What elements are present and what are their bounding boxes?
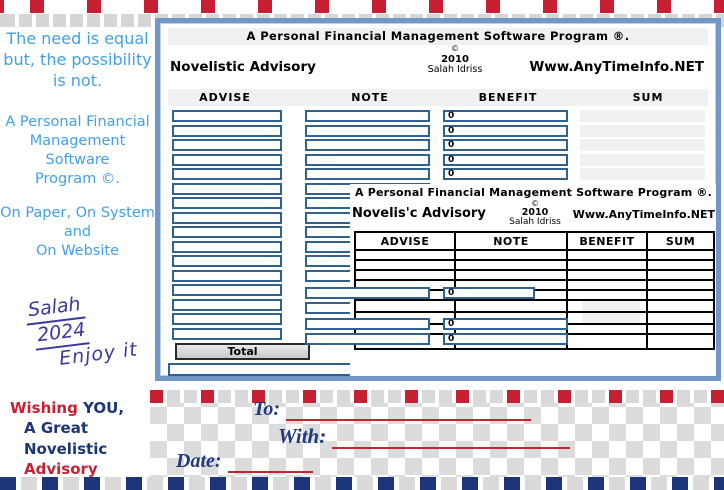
copyright-year: 2010 — [521, 206, 549, 218]
advise-input[interactable] — [172, 183, 282, 195]
wishing-message — [10, 398, 124, 479]
outer-column-header-sum: SUM — [632, 91, 664, 104]
outer-copyright-stack — [405, 45, 505, 75]
quote-line: On Website — [35, 243, 119, 260]
table-cell — [355, 270, 455, 280]
inner-copyright-stack — [500, 200, 570, 227]
inner-brand-label: Novelis'c Advisory — [352, 206, 486, 221]
outer-column-header-advise: ADVISE — [199, 91, 251, 104]
copyright-year: 2010 — [441, 53, 469, 65]
note-input[interactable] — [305, 333, 430, 345]
outer-column-header-note: NOTE — [351, 91, 389, 104]
wish-word-you: YOU, — [83, 399, 125, 417]
to-label: To: — [253, 398, 281, 420]
benefit-column — [443, 110, 568, 180]
advise-input[interactable] — [172, 313, 282, 325]
table-cell — [567, 300, 647, 312]
table-cell — [567, 250, 647, 260]
table-cell — [647, 300, 714, 312]
note-input[interactable] — [305, 154, 430, 166]
quote-line: is not. — [52, 71, 103, 91]
outer-brand-label: Novelistic Advisory — [170, 59, 316, 75]
top-red-stamp-border — [0, 0, 724, 13]
table-cell — [355, 300, 455, 312]
inner-column-header-note: NOTE — [455, 232, 567, 250]
table-cell — [455, 260, 567, 270]
benefit-input[interactable]: 0 — [443, 318, 568, 330]
table-cell — [567, 260, 647, 270]
inner-website-link[interactable]: Www.AnyTimeInfo.NET — [572, 208, 715, 221]
advise-input[interactable] — [172, 241, 282, 253]
sidebar-quote-program — [0, 113, 155, 190]
date-blank-field[interactable] — [228, 457, 313, 473]
table-cell — [455, 250, 567, 260]
sum-cell — [580, 154, 705, 166]
benefit-input[interactable]: 0 — [443, 333, 568, 345]
table-cell — [355, 250, 455, 260]
advise-input[interactable] — [172, 284, 282, 296]
benefit-input[interactable]: 0 — [443, 154, 568, 166]
advise-input[interactable] — [172, 212, 282, 224]
advise-input[interactable] — [172, 125, 282, 137]
quote-line: On Paper, On System — [0, 205, 155, 221]
wish-line: Novelistic — [24, 439, 108, 458]
date-line — [176, 450, 313, 473]
advise-input[interactable] — [172, 110, 282, 122]
inner-column-header-benefit: BENEFIT — [567, 232, 647, 250]
benefit-grey-cell — [582, 301, 640, 311]
advise-input[interactable] — [172, 299, 282, 311]
advise-input[interactable] — [172, 139, 282, 151]
handwritten-signature — [24, 287, 139, 375]
sidebar-quote-platforms — [0, 204, 155, 261]
table-cell — [647, 270, 714, 280]
table-cell — [455, 270, 567, 280]
quote-line: A Personal Financial — [5, 114, 150, 130]
sum-cell — [580, 125, 705, 137]
table-cell — [567, 312, 647, 324]
to-blank-field[interactable] — [286, 405, 531, 421]
signature-year: 2024 — [33, 318, 90, 350]
advise-input[interactable] — [172, 168, 282, 180]
advise-input[interactable] — [172, 226, 282, 238]
table-cell — [455, 300, 567, 312]
outer-website-link[interactable]: Www.AnyTimeInfo.NET — [529, 59, 704, 75]
copyright-icon: © — [531, 199, 539, 208]
author-name: Salah Idriss — [509, 216, 561, 227]
table-cell — [355, 260, 455, 270]
benefit-input[interactable]: 0 — [443, 287, 535, 299]
benefit-input[interactable]: 0 — [443, 110, 568, 122]
table-cell — [647, 312, 714, 324]
sum-column — [580, 110, 705, 180]
quote-line: but, the possibility — [3, 50, 152, 70]
sidebar-quote-need — [0, 28, 155, 91]
with-label: With: — [278, 424, 327, 448]
author-name: Salah Idriss — [427, 63, 483, 75]
note-input[interactable] — [305, 168, 430, 180]
with-blank-field[interactable] — [332, 433, 570, 449]
sum-cell — [580, 139, 705, 151]
table-cell — [567, 324, 647, 334]
table-cell — [647, 334, 714, 349]
copyright-icon: © — [451, 44, 459, 53]
advise-input[interactable] — [172, 270, 282, 282]
signature-message: Enjoy it — [57, 337, 139, 370]
benefit-grey-cell — [582, 313, 640, 323]
table-cell — [647, 290, 714, 300]
table-cell — [647, 260, 714, 270]
to-line — [253, 398, 531, 421]
outer-software-panel — [155, 18, 721, 381]
inner-column-header-advise: ADVISE — [355, 232, 455, 250]
wish-line: A Great — [24, 419, 89, 438]
quote-line: The need is equal — [6, 29, 149, 48]
outer-panel-title: A Personal Financial Management Software Program ®. — [168, 28, 708, 45]
inner-software-panel — [350, 184, 717, 376]
quote-line: and — [63, 224, 92, 241]
date-label: Date: — [176, 450, 222, 472]
table-cell — [647, 324, 714, 334]
note-input[interactable] — [305, 125, 430, 137]
quote-line: Management Software — [29, 133, 126, 169]
wish-word-wishing: Wishing — [10, 399, 78, 417]
table-cell — [647, 250, 714, 260]
note-input[interactable] — [305, 287, 430, 299]
advise-input[interactable] — [172, 197, 282, 209]
outer-column-header-benefit: BENEFIT — [478, 91, 538, 104]
signature-name: Salah — [24, 293, 85, 326]
inner-column-header-sum: SUM — [647, 232, 714, 250]
table-cell — [567, 334, 647, 349]
note-input[interactable] — [305, 318, 430, 330]
sum-cell — [580, 110, 705, 122]
table-cell — [647, 280, 714, 290]
benefit-input[interactable]: 0 — [443, 168, 568, 180]
table-cell — [567, 270, 647, 280]
inner-panel-title: A Personal Financial Management Software Program ®. — [355, 186, 712, 199]
wish-line: Advisory — [24, 459, 98, 478]
table-cell — [567, 290, 647, 300]
note-input[interactable] — [305, 139, 430, 151]
advise-input[interactable] — [172, 328, 282, 340]
advise-column — [172, 110, 282, 340]
table-cell — [567, 280, 647, 290]
total-button[interactable]: Total — [175, 343, 310, 360]
benefit-input[interactable]: 0 — [443, 139, 568, 151]
quote-line: Program ©. — [35, 171, 120, 188]
with-line — [278, 424, 570, 449]
sum-cell — [580, 168, 705, 180]
advise-input[interactable] — [172, 255, 282, 267]
advise-input[interactable] — [172, 154, 282, 166]
note-input[interactable] — [305, 110, 430, 122]
benefit-input[interactable]: 0 — [443, 125, 568, 137]
